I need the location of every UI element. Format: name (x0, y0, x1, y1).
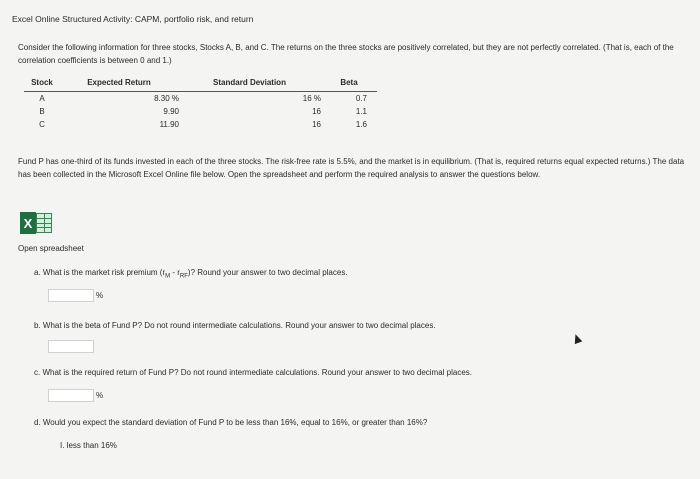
answer-c-input[interactable] (48, 389, 94, 402)
excel-icon[interactable] (20, 212, 53, 234)
expected-return: 11.90 (159, 120, 179, 129)
subscript-rf: RF (179, 273, 188, 280)
beta: 1.1 (355, 107, 367, 116)
header-stock: Stock (24, 78, 60, 92)
standard-deviation: 16 (312, 120, 321, 129)
mouse-cursor-icon (572, 333, 583, 344)
table-header-row (24, 78, 377, 92)
fund-p-description: Fund P has one-third of its funds invested in each of the three stocks. The risk-free rate is 5.5%, and the market is in equilibrium. (That is, required returns equal expected returns.) The data has been collected in the Microsoft Excel Online file below. Open the spreadsheet and perform the required analysis to answer the questions below. (18, 157, 685, 179)
answer-a-input[interactable] (48, 289, 94, 302)
question-a-suffix: )? Round your answer to two decimal places. (187, 268, 348, 277)
standard-deviation: 16 (312, 107, 321, 116)
standard-deviation: 16 % (302, 94, 321, 103)
excel-grid-glyph (36, 213, 52, 233)
stock-name: B (39, 107, 45, 116)
answer-c-unit: % (96, 391, 104, 400)
question-c: c. What is the required return of Fund P? Do not round intermediate calculations. Round your answer to two decimal places. (34, 368, 473, 377)
stock-name: C (39, 120, 45, 129)
expected-return: 8.30 % (154, 94, 179, 103)
question-a-prefix: a. What is the market risk premium (r (34, 268, 166, 277)
header-standard-deviation: Standard Deviation (178, 78, 321, 92)
answer-d-choice[interactable]: I. less than 16% (60, 441, 117, 450)
open-spreadsheet-link[interactable]: Open spreadsheet (18, 244, 84, 253)
table-row (24, 105, 377, 118)
stock-name: A (39, 94, 45, 103)
answer-b-input[interactable] (48, 340, 94, 353)
header-expected-return: Expected Return (60, 78, 178, 92)
excel-x-glyph: X (20, 212, 36, 234)
table-row (24, 118, 377, 131)
beta: 0.7 (355, 94, 367, 103)
stocks-table (24, 78, 377, 131)
question-d: d. Would you expect the standard deviation of Fund P to be less than 16%, equal to 16%, or greater than 16%? (34, 418, 428, 427)
question-a (34, 268, 348, 280)
expected-return: 9.90 (163, 107, 179, 116)
table-row (24, 92, 377, 106)
question-a-mid: - r (170, 268, 180, 277)
activity-title: Excel Online Structured Activity: CAPM, portfolio risk, and return (12, 14, 254, 24)
subscript-m: M (165, 273, 171, 280)
intro-text: Consider the following information for three stocks, Stocks A, B, and C. The returns on the three stocks are positively correlated, but they are not perfectly correlated. (That is, each of the correlation coefficients is between 0 and 1.) (18, 43, 674, 65)
beta: 1.6 (355, 120, 367, 129)
answer-a-unit: % (96, 291, 104, 300)
header-beta: Beta (321, 78, 377, 92)
question-b: b. What is the beta of Fund P? Do not round intermediate calculations. Round your answer to two decimal places. (34, 321, 436, 330)
